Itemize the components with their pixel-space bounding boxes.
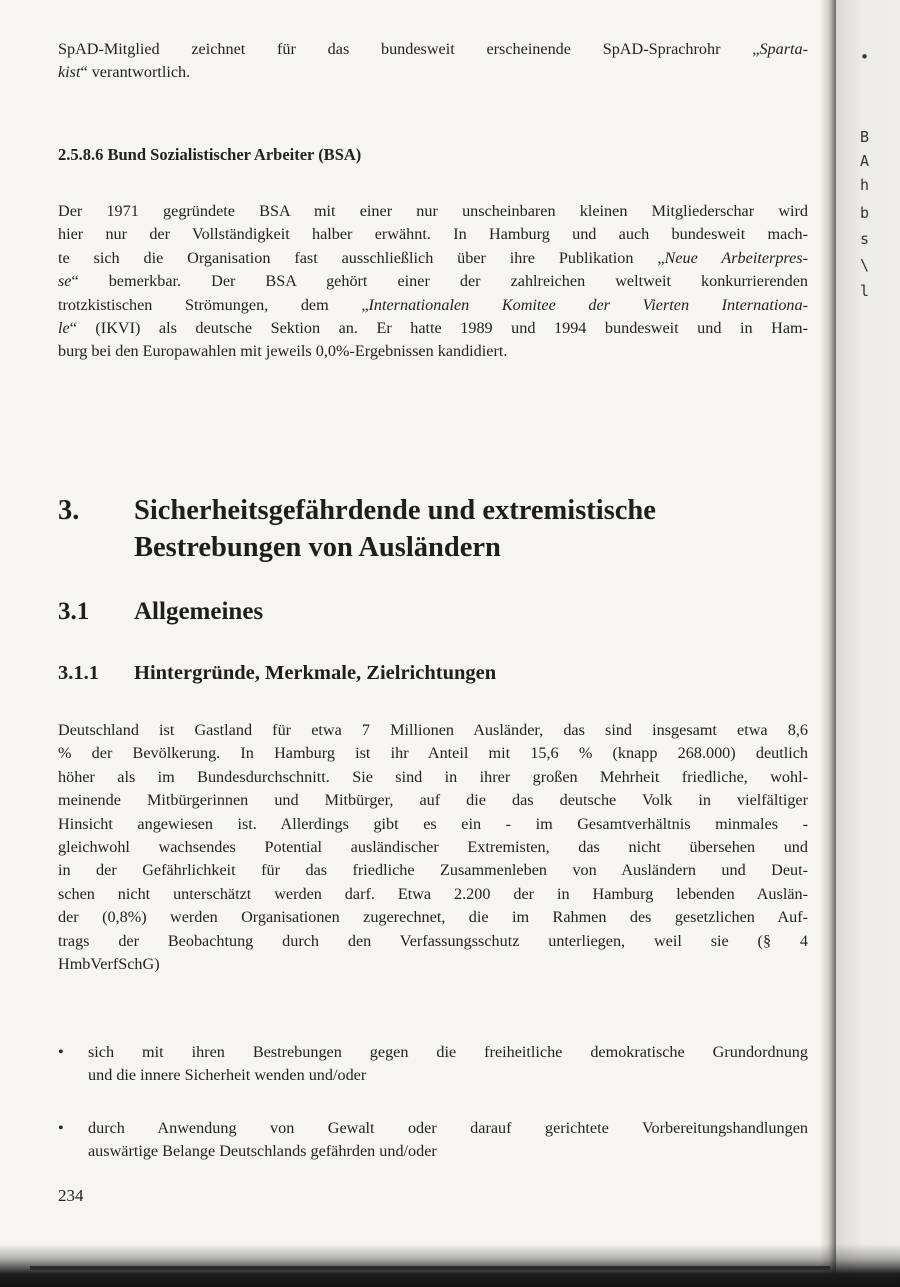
intro-paragraph xyxy=(58,38,808,85)
next-page-fragment: l xyxy=(860,282,870,300)
text-line: burg bei den Europawahlen mit jeweils 0,0%-Ergebnissen kandidiert. xyxy=(58,342,508,361)
text-line: se“ bemerkbar. Der BSA gehört einer der zahlreichen weltweit konkurrierenden xyxy=(58,272,808,291)
text-line: HmbVerfSchG) xyxy=(58,955,160,974)
auslaender-paragraph xyxy=(58,719,808,976)
next-page-fragment: • xyxy=(860,48,870,66)
text-line: schen nicht unterschätzt werden darf. Etwa 2.200 der in Hamburg lebenden Auslän- xyxy=(58,884,808,903)
list-item-text xyxy=(88,1117,808,1164)
text-line: durch Anwendung von Gewalt oder darauf gerichtete Vorbereitungshandlungen xyxy=(88,1119,808,1137)
next-page-fragment: \ xyxy=(860,256,870,274)
section-title: Hintergründe, Merkmale, Zielrichtungen xyxy=(134,662,497,684)
bsa-paragraph xyxy=(58,200,808,364)
text-line: auswärtige Belange Deutschlands gefährden und/oder xyxy=(88,1142,437,1161)
text-line: höher als im Bundesdurchschnitt. Sie sind in ihrer großen Mehrheit friedliche, wohl- xyxy=(58,767,808,786)
text-line: Deutschland ist Gastland für etwa 7 Millionen Ausländer, das sind insgesamt etwa 8,6 xyxy=(58,721,808,739)
text-line: sich mit ihren Bestrebungen gegen die freiheitliche demokratische Grundordnung xyxy=(88,1043,808,1061)
next-page-fragment: b xyxy=(860,204,870,222)
text-line: SpAD-Mitglied zeichnet für das bundesweit erscheinende SpAD-Sprachrohr „Sparta- xyxy=(58,40,808,58)
section-heading-2586: 2.5.8.6 Bund Sozialistischer Arbeiter (BSA) xyxy=(58,145,362,164)
text-line: trotzkistischen Strömungen, dem „Internationalen Komitee der Vierten Internationa- xyxy=(58,295,808,314)
book-gutter xyxy=(820,0,836,1287)
text-line: der (0,8%) werden Organisationen zugerechnet, die im Rahmen des gesetzlichen Auf- xyxy=(58,908,808,927)
text-line: Der 1971 gegründete BSA mit einer nur unscheinbaren kleinen Mitgliederschar wird xyxy=(58,202,808,220)
text-line: Hinsicht angewiesen ist. Allerdings gibt es ein - im Gesamtverhältnis minmales - xyxy=(58,814,808,833)
next-page-edge xyxy=(836,0,900,1287)
text-line: hier nur der Vollständigkeit halber erwähnt. In Hamburg und auch bundesweit mach- xyxy=(58,225,808,244)
next-page-fragment: s xyxy=(860,230,870,248)
section-number: 3.1 xyxy=(58,598,90,625)
text-line: meinende Mitbürgerinnen und Mitbürger, auf die das deutsche Volk in vielfältiger xyxy=(58,791,808,810)
text-line: le“ (IKVI) als deutsche Sektion an. Er hatte 1989 und 1994 bundesweit und in Ham- xyxy=(58,319,808,338)
bullet-icon: • xyxy=(58,1043,64,1061)
section-title: Allgemeines xyxy=(134,598,264,625)
page-number: 234 xyxy=(58,1186,84,1205)
chapter-number: 3. xyxy=(58,495,80,526)
scan-bottom-shadow xyxy=(0,1244,900,1287)
next-page-fragment: h xyxy=(860,176,870,194)
text-line: kist“ verantwortlich. xyxy=(58,63,191,82)
list-item-text xyxy=(88,1041,808,1088)
text-line: trags der Beobachtung durch den Verfassungsschutz unterliegen, weil sie (§ 4 xyxy=(58,931,808,950)
next-page-fragment: B xyxy=(860,128,870,146)
text-line: % der Bevölkerung. In Hamburg ist ihr Anteil mit 15,6 % (knapp 268.000) deutlich xyxy=(58,744,808,763)
text-line: gleichwohl wachsendes Potential ausländischer Extremisten, das nicht übersehen und xyxy=(58,838,808,857)
text-line: und die innere Sicherheit wenden und/oder xyxy=(88,1066,367,1085)
next-page-fragment: A xyxy=(860,152,870,170)
section-number: 3.1.1 xyxy=(58,662,99,684)
bullet-icon: • xyxy=(58,1119,64,1137)
chapter-title-line1: Sicherheitsgefährdende und extremistische xyxy=(134,495,656,526)
chapter-title-line2: Bestrebungen von Ausländern xyxy=(134,532,501,563)
text-line: in der Gefährlichkeit für das friedliche Zusammenleben von Ausländern und Deut- xyxy=(58,861,808,880)
text-line: te sich die Organisation fast ausschließlich über ihre Publikation „Neue Arbeiterpres- xyxy=(58,248,808,267)
scan-edge-line xyxy=(30,1266,830,1270)
